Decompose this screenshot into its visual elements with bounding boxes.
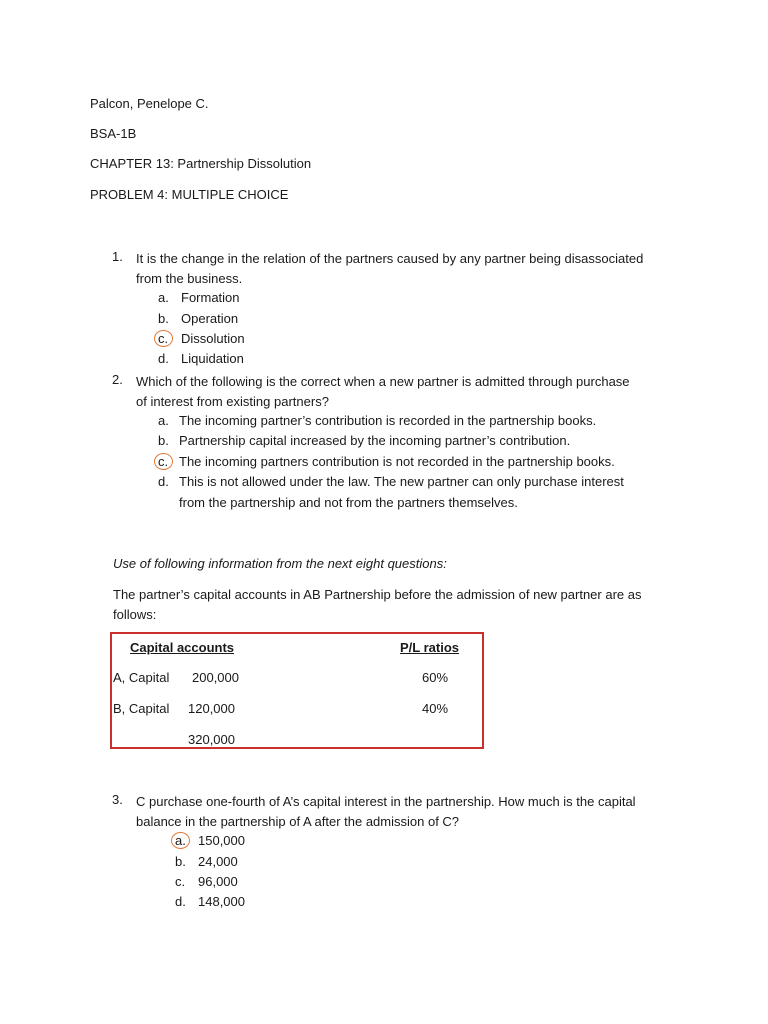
question-text-line1: C purchase one-fourth of A’s capital interest in the partnership. How much is the capital	[136, 794, 636, 809]
question-text-line2: from the business.	[136, 271, 243, 286]
column-header-pl-ratios: P/L ratios	[400, 640, 460, 655]
question-number: 3.	[112, 792, 123, 807]
question-text-line1: Which of the following is the correct when a new partner is admitted through purchase	[136, 374, 630, 389]
option-letter: a.	[158, 413, 169, 428]
instruction-text: Use of following information from the next eight questions:	[113, 556, 447, 571]
option-letter: d.	[175, 894, 186, 909]
option-letter: b.	[158, 433, 169, 448]
option-text: Partnership capital increased by the incoming partner’s contribution.	[179, 433, 571, 448]
option-text: 148,000	[198, 894, 245, 909]
problem-title: PROBLEM 4: MULTIPLE CHOICE	[90, 187, 289, 202]
option-text: Liquidation	[181, 351, 244, 366]
option-letter: d.	[158, 351, 169, 366]
option-text: 96,000	[198, 874, 238, 889]
option-text: 24,000	[198, 854, 238, 869]
option-text: This is not allowed under the law. The new partner can only purchase interest	[179, 474, 624, 489]
student-name: Palcon, Penelope C.	[90, 96, 209, 111]
option-text: Formation	[181, 290, 240, 305]
option-letter: c.	[158, 454, 169, 469]
question-number: 2.	[112, 372, 123, 387]
option-letter: c.	[175, 874, 186, 889]
option-letter: a.	[175, 833, 186, 848]
option-letter: c.	[158, 331, 169, 346]
option-text-line2: from the partnership and not from the partners themselves.	[179, 495, 518, 510]
row-label: B, Capital	[113, 701, 170, 716]
option-text: The incoming partner’s contribution is recorded in the partnership books.	[179, 413, 597, 428]
option-letter: b.	[175, 854, 186, 869]
row-amount: 200,000	[192, 670, 239, 685]
question-number: 1.	[112, 249, 123, 264]
option-letter: b.	[158, 311, 169, 326]
option-text: Dissolution	[181, 331, 245, 346]
total-amount: 320,000	[188, 732, 235, 747]
row-ratio: 40%	[422, 701, 449, 716]
column-header-capital-accounts: Capital accounts	[130, 640, 235, 655]
student-section: BSA-1B	[90, 126, 137, 141]
option-text: Operation	[181, 311, 239, 326]
row-label: A, Capital	[113, 670, 170, 685]
question-text-line2: balance in the partnership of A after the admission of C?	[136, 814, 460, 829]
option-letter: d.	[158, 474, 169, 489]
row-ratio: 60%	[422, 670, 449, 685]
info-paragraph-line2: follows:	[113, 607, 157, 622]
capital-accounts-table	[110, 632, 484, 749]
info-paragraph-line1: The partner’s capital accounts in AB Partnership before the admission of new partner are as	[113, 587, 642, 602]
option-text: 150,000	[198, 833, 245, 848]
chapter-title: CHAPTER 13: Partnership Dissolution	[90, 156, 312, 171]
question-text-line2: of interest from existing partners?	[136, 394, 329, 409]
question-text-line1: It is the change in the relation of the partners caused by any partner being disassociated	[136, 251, 644, 266]
option-text: The incoming partners contribution is not recorded in the partnership books.	[179, 454, 615, 469]
row-amount: 120,000	[188, 701, 235, 716]
option-letter: a.	[158, 290, 169, 305]
